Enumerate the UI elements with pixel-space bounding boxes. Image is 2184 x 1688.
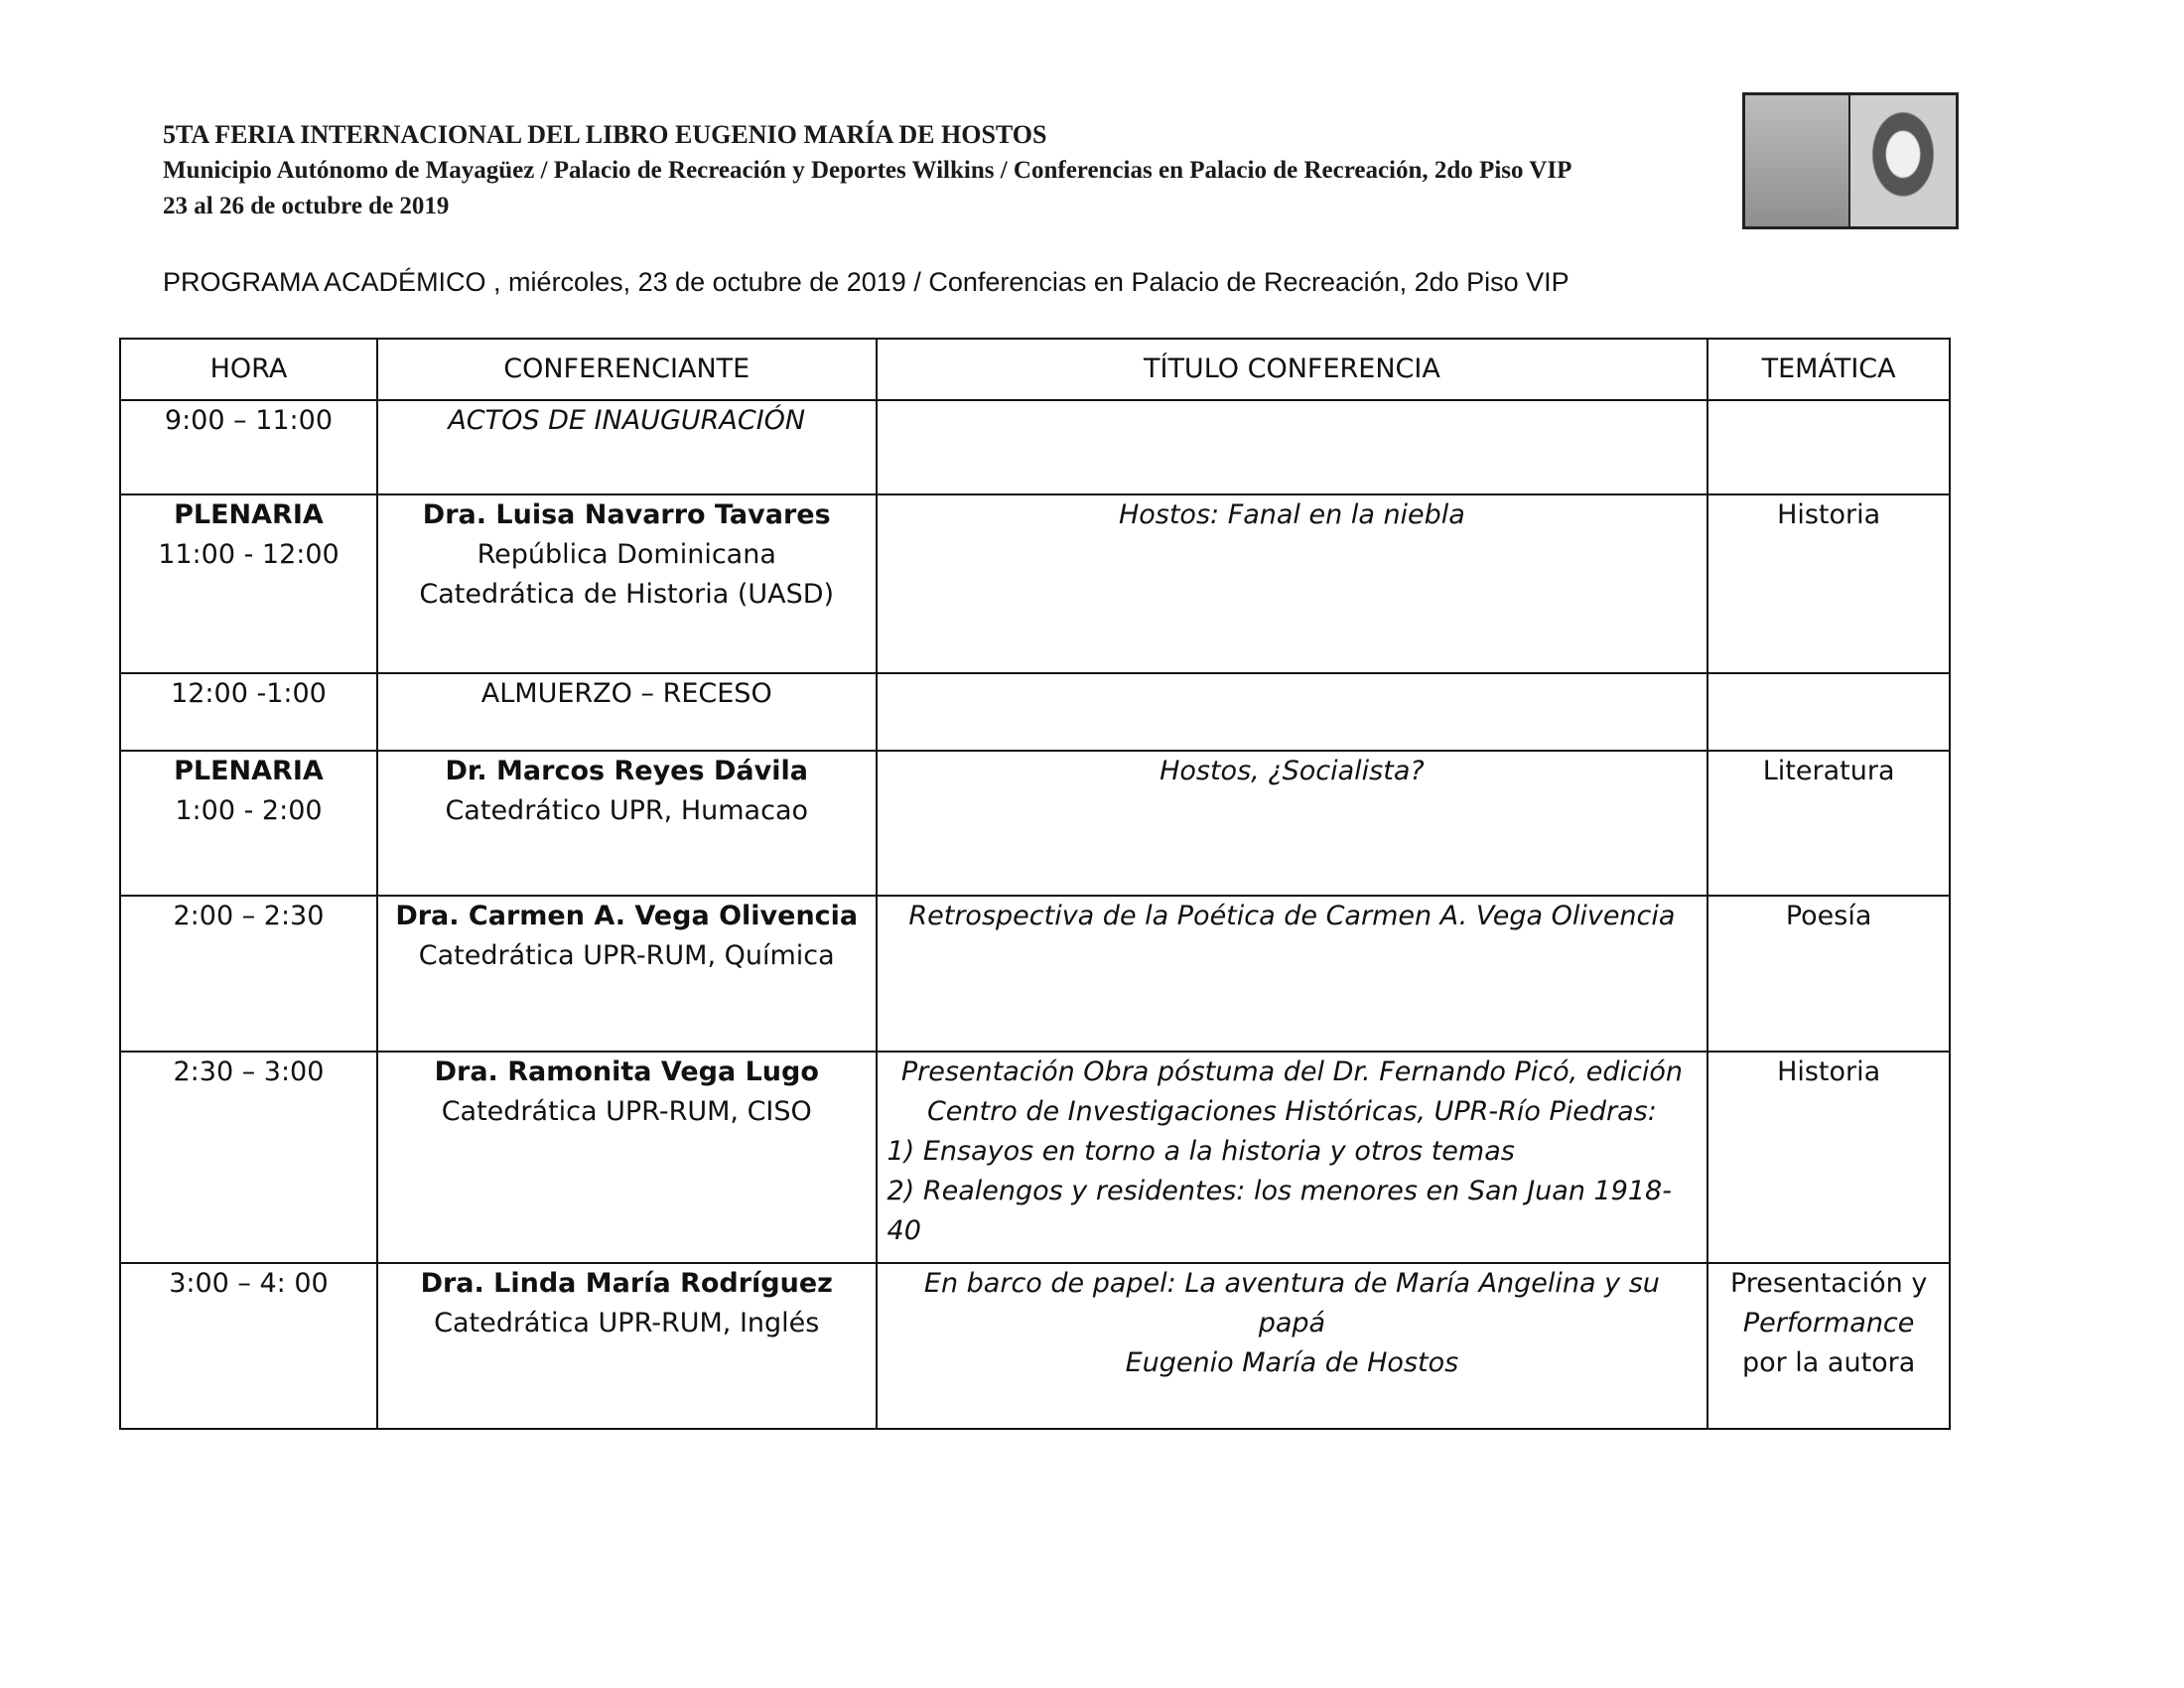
venue-line: Municipio Autónomo de Mayagüez / Palacio de Recreación y Deportes Wilkins / Conferencias en Palacio de Recreación, 2do Piso VIP xyxy=(163,157,1572,184)
fair-title: 5TA FERIA INTERNACIONAL DEL LIBRO EUGENIO MARÍA DE HOSTOS xyxy=(163,120,1047,149)
table-row xyxy=(120,1263,1950,1429)
municipal-shield-icon xyxy=(1745,95,1850,226)
fair-logo-image xyxy=(1742,92,1959,229)
dates-line: 23 al 26 de octubre de 2019 xyxy=(163,193,450,219)
table-row xyxy=(120,1052,1950,1263)
cell-titulo: Retrospectiva de la Poética de Carmen A. Vega Olivencia xyxy=(877,896,1708,1052)
cell-tematica: Literatura xyxy=(1707,751,1950,896)
cell-titulo: Hostos: Fanal en la niebla xyxy=(877,494,1708,673)
cell-titulo xyxy=(877,673,1708,751)
cell-conferenciante: Dra. Carmen A. Vega Olivencia Catedrática UPR-RUM, Química xyxy=(377,896,877,1052)
table-row xyxy=(120,494,1950,673)
table-row xyxy=(120,673,1950,751)
header-conferenciante: CONFERENCIANTE xyxy=(377,339,877,400)
table-row xyxy=(120,400,1950,494)
cell-tematica: Presentación y Performance por la autora xyxy=(1707,1263,1950,1429)
cell-conferenciante: Dra. Luisa Navarro Tavares República Dominicana Catedrática de Historia (UASD) xyxy=(377,494,877,673)
table-row xyxy=(120,896,1950,1052)
cell-hora: 2:00 – 2:30 xyxy=(120,896,377,1052)
cell-hora: 12:00 -1:00 xyxy=(120,673,377,751)
cell-hora: PLENARIA 11:00 - 12:00 xyxy=(120,494,377,673)
cell-hora: 2:30 – 3:00 xyxy=(120,1052,377,1263)
table-row xyxy=(120,751,1950,896)
cell-titulo: En barco de papel: La aventura de María Angelina y su papá Eugenio María de Hostos xyxy=(877,1263,1708,1429)
cell-conferenciante: ACTOS DE INAUGURACIÓN xyxy=(377,400,877,494)
cell-hora: 9:00 – 11:00 xyxy=(120,400,377,494)
hostos-portrait-icon xyxy=(1850,95,1956,226)
cell-hora: PLENARIA 1:00 - 2:00 xyxy=(120,751,377,896)
cell-conferenciante: ALMUERZO – RECESO xyxy=(377,673,877,751)
document-header xyxy=(163,117,1711,224)
cell-conferenciante: Dra. Linda María Rodríguez Catedrática UPR-RUM, Inglés xyxy=(377,1263,877,1429)
program-subtitle: PROGRAMA ACADÉMICO , miércoles, 23 de octubre de 2019 / Conferencias en Palacio de Recreación, 2do Piso VIP xyxy=(163,267,1570,297)
cell-tematica xyxy=(1707,673,1950,751)
cell-conferenciante: Dra. Ramonita Vega Lugo Catedrática UPR-RUM, CISO xyxy=(377,1052,877,1263)
cell-tematica: Historia xyxy=(1707,494,1950,673)
cell-conferenciante: Dr. Marcos Reyes Dávila Catedrático UPR, Humacao xyxy=(377,751,877,896)
cell-titulo xyxy=(877,400,1708,494)
table-header-row xyxy=(120,339,1950,400)
cell-hora: 3:00 – 4: 00 xyxy=(120,1263,377,1429)
header-hora: HORA xyxy=(120,339,377,400)
cell-titulo: Hostos, ¿Socialista? xyxy=(877,751,1708,896)
cell-tematica xyxy=(1707,400,1950,494)
cell-titulo: Presentación Obra póstuma del Dr. Fernando Picó, edición Centro de Investigaciones Históricas, UPR-Río Piedras: 1) Ensayos en torno a la historia y otros temas 2) Realengos y residentes: los menores en San Juan 1918- 40 xyxy=(877,1052,1708,1263)
header-tematica: TEMÁTICA xyxy=(1707,339,1950,400)
schedule-table xyxy=(119,338,1951,1430)
cell-tematica: Historia xyxy=(1707,1052,1950,1263)
cell-tematica: Poesía xyxy=(1707,896,1950,1052)
header-titulo: TÍTULO CONFERENCIA xyxy=(877,339,1708,400)
